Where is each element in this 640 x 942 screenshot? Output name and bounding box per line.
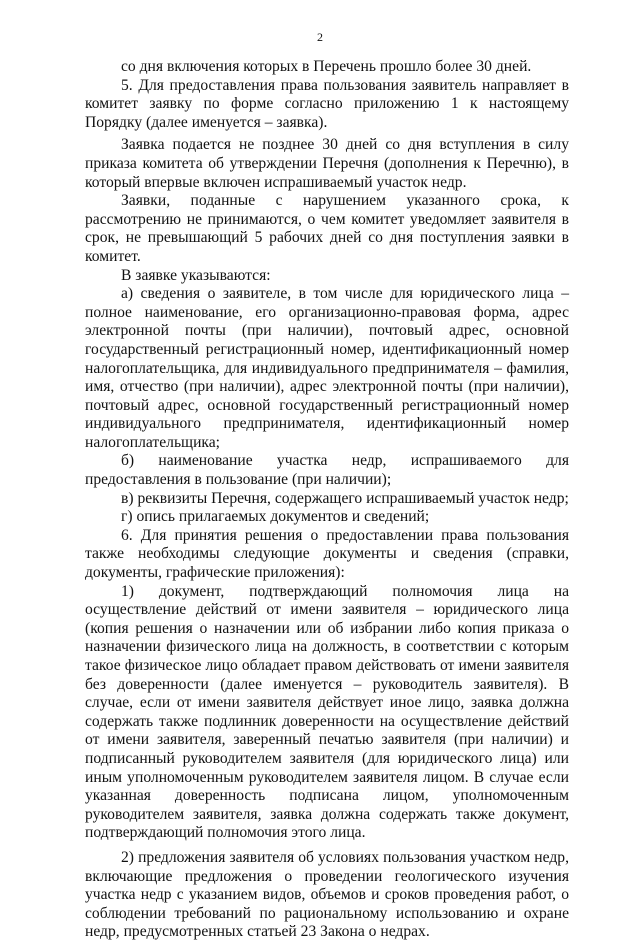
paragraph-continuation: со дня включения которых в Перечень прошло более 30 дней. bbox=[121, 58, 532, 75]
paragraph-application-deadline: Заявка подается не позднее 30 дней со дня вступления в силу приказа комитета об утверждении Перечня (дополнения к Перечню), в который впервые включен испрашиваемый участок недр. bbox=[85, 136, 569, 191]
list-item-1: 1) документ, подтверждающий полномочия лица на осуществление действий от имени заявителя – юридического лица (копия решения о назначении или об избрании либо копия приказа о назначении физического лица на должность, в соответствии с которым такое физическое лицо обладает правом действовать от имени заявителя без доверенности (далее именуется – руководитель заявителя). В случае, если от имени заявителя действует иное лицо, заявка должна содержать также подлинник доверенности на осуществление действий от имени заявителя, заверенный печатью заявителя (при наличии) и подписанный руководителем заявителя (для юридического лица) или иным уполномоченным руководителем заявителя лицом. В случае если указанная доверенность подписана лицом, уполномоченным руководителем заявителя, заявка должна содержать также документ, подтверждающий полномочия этого лица. bbox=[85, 582, 569, 842]
paragraph-late-applications: Заявки, поданные с нарушением указанного срока, к рассмотрению не принимаются, о чем комитет уведомляет заявителя в срок, не превышающий 5 рабочих дней со дня поступления заявки в комитет. bbox=[85, 192, 569, 265]
list-item-v: в) реквизиты Перечня, содержащего испрашиваемый участок недр; bbox=[121, 489, 569, 507]
list-item-2: 2) предложения заявителя об условиях пользования участком недр, включающие предложения о проведении геологического изучения участка недр с указанием видов, объемов и сроков проведения работ, о соблюдении требований по рациональному использованию и охране недр, предусмотренных статьей 23 Закона о недрах. bbox=[85, 848, 569, 941]
paragraph-item-5: 5. Для предоставления права пользования заявитель направляет в комитет заявку по форме согласно приложению 1 к настоящему Порядку (далее именуется – заявка). bbox=[85, 76, 569, 131]
document-body bbox=[85, 58, 569, 942]
paragraph-application-contents-intro: В заявке указываются: bbox=[121, 266, 271, 284]
list-item-a: а) сведения о заявителе, в том числе для юридического лица – полное наименование, его организационно-правовая форма, адрес электронной почты (при наличии), почтовый адрес, основной государственный регистрационный номер, идентификационный номер налогоплательщика, для индивидуального предпринимателя – фамилия, имя, отчество (при наличии), адрес электронной почты (при наличии), почтовый адрес, основной государственный регистрационный номер индивидуального предпринимателя, идентификационный номер налогоплательщика; bbox=[85, 285, 569, 451]
paragraph-item-6: 6. Для принятия решения о предоставлении права пользования также необходимы следующие документы и сведения (справки, документы, графические приложения): bbox=[85, 526, 569, 582]
list-item-b: б) наименование участка недр, испрашиваемого для предоставления в пользование (при наличии); bbox=[85, 452, 569, 489]
page-number: 2 bbox=[317, 30, 323, 44]
list-item-g: г) опись прилагаемых документов и сведений; bbox=[121, 508, 430, 526]
